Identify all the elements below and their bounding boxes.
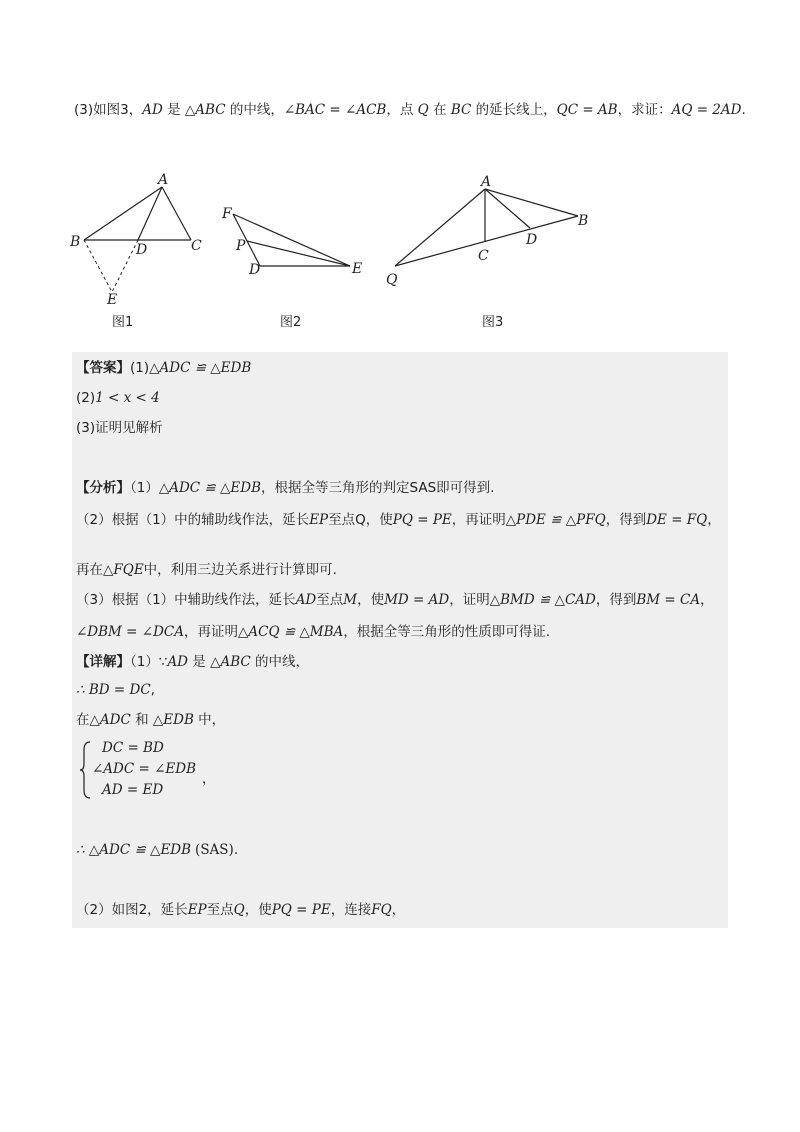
fig1-caption: 图1: [112, 315, 134, 330]
answer-3: (3)证明见解析: [76, 420, 163, 436]
fig3-caption: 图3: [482, 315, 504, 330]
answer-label: 【答案】: [76, 360, 130, 376]
equation-system: DC = BD ∠ADC = ∠EDB， AD = ED: [92, 740, 216, 798]
fig2-caption: 图2: [280, 315, 302, 330]
math-tri-abc: △ABC: [184, 102, 226, 118]
figures: [60, 170, 760, 340]
fig3-label-c: C: [478, 248, 489, 264]
detail-1: 【详解】（1）∵AD 是 △ABC 的中线，: [76, 654, 310, 670]
detail-conclusion: ∴ △ADC ≌ △EDB (SAS).: [76, 842, 239, 858]
figure-1: [69, 172, 202, 330]
fig2-label-f: F: [222, 206, 232, 222]
math-ad: AD: [142, 102, 163, 118]
fig1-label-c: C: [191, 238, 202, 254]
question-3: (3)如图3，AD 是 △ABC 的中线，∠BAC = ∠ACB，点 Q 在 BC 的延长线上，QC = AB，求证：AQ = 2AD.: [74, 102, 746, 118]
fig3-label-q: Q: [386, 272, 398, 288]
analysis-4: （3）根据（1）中辅助线作法，延长AD至点M，使MD = AD，证明△BMD ≌ △CAD，得到BM = CA，: [76, 592, 714, 608]
answer-2: (2)1 < x < 4: [76, 390, 160, 406]
math-goal: AQ = 2AD: [671, 102, 742, 118]
figure-3: [386, 174, 588, 330]
analysis-label: 【分析】: [76, 480, 130, 496]
fig2-label-d: D: [249, 262, 261, 278]
analysis-3: 再在△FQE中，利用三边关系进行计算即可.: [76, 562, 337, 578]
geometry-figures: [60, 170, 760, 340]
analysis-1: 【分析】（1）△ADC ≌ △EDB，根据全等三角形的判定SAS即可得到.: [76, 480, 495, 496]
detail-5: （2）如图2，延长EP至点Q，使PQ = PE，连接FQ，: [76, 902, 406, 918]
math-angles: ∠BAC = ∠ACB: [283, 102, 387, 118]
fig2-label-p: P: [236, 238, 246, 254]
detail-3: 在△ADC 和 △EDB 中，: [76, 712, 226, 728]
analysis-5: ∠DBM = ∠DCA，再证明△ACQ ≌ △MBA，根据全等三角形的性质即可得证.: [76, 624, 551, 640]
answer-1: 【答案】(1)△ADC ≌ △EDB: [76, 360, 252, 376]
solution-panel: [72, 352, 728, 928]
fig1-label-d: D: [136, 242, 148, 258]
fig3-label-d: D: [526, 232, 538, 248]
fig1-label-a: A: [158, 172, 169, 188]
fig1-label-b: B: [70, 234, 81, 250]
detail-2: ∴ BD = DC,: [76, 682, 155, 698]
fig1-label-e: E: [107, 292, 118, 308]
fig2-label-e: E: [352, 261, 363, 277]
detail-label: 【详解】: [76, 654, 130, 670]
math-qc-ab: QC = AB: [556, 102, 618, 118]
figure-2: [221, 206, 362, 330]
analysis-2: （2）根据（1）中的辅助线作法，延长EP至点Q，使PQ = PE，再证明△PDE ≌ △PFQ，得到DE = FQ，: [76, 512, 721, 528]
fig3-label-b: B: [578, 213, 589, 229]
fig3-label-a: A: [481, 174, 492, 190]
